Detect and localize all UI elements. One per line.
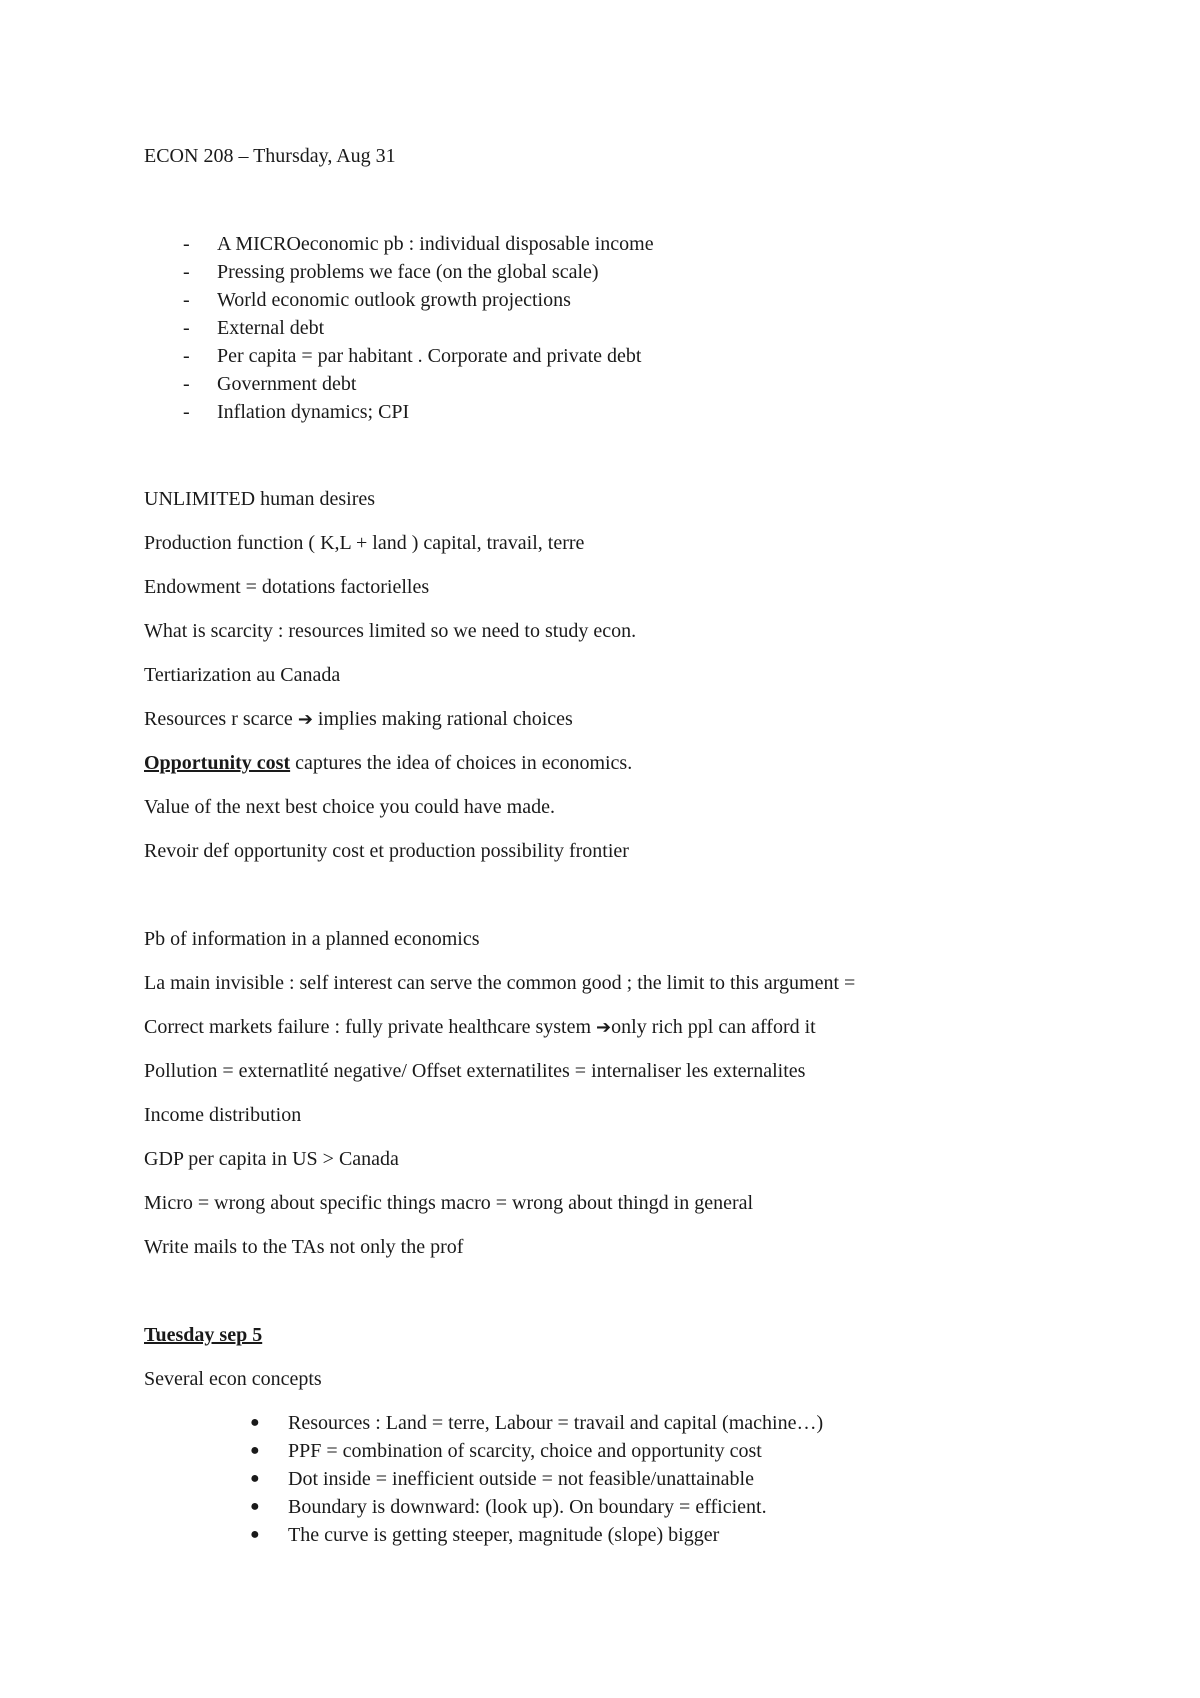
paragraph: Pb of information in a planned economics [144,928,480,950]
bullet-icon: ● [250,1470,260,1487]
dash-marker: - [183,317,190,339]
paragraph-text: only rich ppl can afford it [611,1016,816,1038]
dash-marker: - [183,401,190,423]
bullet-icon: ● [250,1442,260,1459]
paragraph: Endowment = dotations factorielles [144,576,430,598]
paragraph: Income distribution [144,1104,302,1126]
paragraph: Value of the next best choice you could have made. [144,796,555,818]
list-item-text: External debt [217,317,325,339]
paragraph: Pollution = externatlité negative/ Offset externatilites = internaliser les externalites [144,1060,806,1082]
paragraph [144,707,573,732]
list-item-text: The curve is getting steeper, magnitude (slope) bigger [288,1524,720,1546]
list-item-text: Pressing problems we face (on the global scale) [217,261,599,283]
list-item-text: Inflation dynamics; CPI [217,401,410,423]
paragraph [144,1015,816,1040]
paragraph: GDP per capita in US > Canada [144,1148,399,1170]
list-item-text: Resources : Land = terre, Labour = travail and capital (machine…) [288,1412,824,1434]
paragraph: What is scarcity : resources limited so we need to study econ. [144,620,637,642]
document-title: ECON 208 – Thursday, Aug 31 [144,145,396,167]
paragraph: UNLIMITED human desires [144,488,376,510]
paragraph: Several econ concepts [144,1368,322,1390]
right-arrow-icon: ➔ [297,709,313,730]
paragraph: Micro = wrong about specific things macro = wrong about thingd in general [144,1192,754,1214]
paragraph [144,751,632,775]
dash-marker: - [183,261,190,283]
bullet-icon: ● [250,1526,260,1543]
paragraph-text: implies making rational choices [312,708,573,730]
dash-marker: - [183,289,190,311]
dash-marker: - [183,373,190,395]
list-item-text: PPF = combination of scarcity, choice and opportunity cost [288,1440,762,1462]
paragraph-text: captures the idea of choices in economics. [290,752,633,774]
right-arrow-icon: ➔ [596,1017,612,1038]
list-item-text: Government debt [217,373,357,395]
list-item-text: World economic outlook growth projections [217,289,571,311]
list-item-text: Per capita = par habitant . Corporate and private debt [217,345,642,367]
list-item-text: A MICROeconomic pb : individual disposable income [217,233,654,255]
paragraph: Revoir def opportunity cost et production possibility frontier [144,840,629,862]
bullet-icon: ● [250,1498,260,1515]
bullet-icon: ● [250,1414,260,1431]
list-item-text: Dot inside = inefficient outside = not feasible/unattainable [288,1468,754,1490]
section-heading: Tuesday sep 5 [144,1324,263,1346]
list-item-text: Boundary is downward: (look up). On boundary = efficient. [288,1496,767,1518]
dash-marker: - [183,345,190,367]
paragraph: Tertiarization au Canada [144,664,341,686]
paragraph: Write mails to the TAs not only the prof [144,1236,464,1258]
paragraph: La main invisible : self interest can serve the common good ; the limit to this argument = [144,972,856,994]
paragraph-text: Correct markets failure : fully private healthcare system [144,1016,597,1038]
paragraph-text: Resources r scarce [144,708,298,730]
paragraph: Production function ( K,L + land ) capital, travail, terre [144,532,585,554]
dash-marker: - [183,233,190,255]
opportunity-cost-term: Opportunity cost [144,752,291,774]
